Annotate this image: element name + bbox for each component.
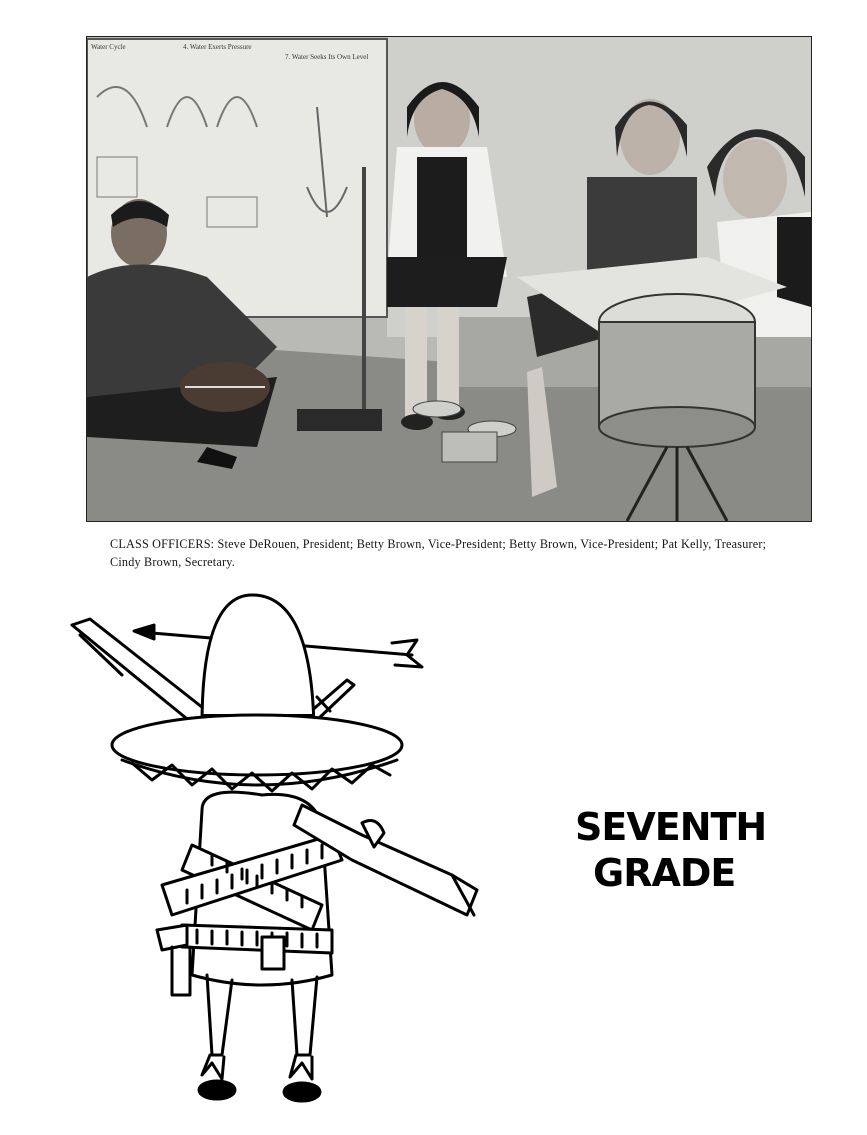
legs [199, 975, 320, 1101]
photo-caption: CLASS OFFICERS: Steve DeRouen, President; Betty Brown, Vice-President; Betty Brown, Vice-President; Pat Kelly, Treasurer; Cindy Brown, Secretary. [110, 537, 767, 569]
class-officers-photo [86, 36, 812, 522]
section-title-line2: GRADE [593, 851, 736, 895]
bandit-cartoon [62, 585, 502, 1110]
photo-illustration [87, 37, 811, 521]
poster-heading-center: 4. Water Exerts Pressure [183, 43, 252, 51]
section-title-line1: SEVENTH [575, 805, 767, 849]
bandit-illustration [62, 585, 502, 1110]
poster-heading-left: Water Cycle [91, 43, 126, 51]
sombrero-brim [112, 715, 402, 791]
lab-stand-base [297, 409, 382, 431]
sombrero-crown [202, 595, 314, 730]
lab-stand-rod [362, 167, 366, 417]
section-title [575, 804, 775, 896]
poster-heading-right: 7. Water Seeks Its Own Level [285, 53, 369, 61]
